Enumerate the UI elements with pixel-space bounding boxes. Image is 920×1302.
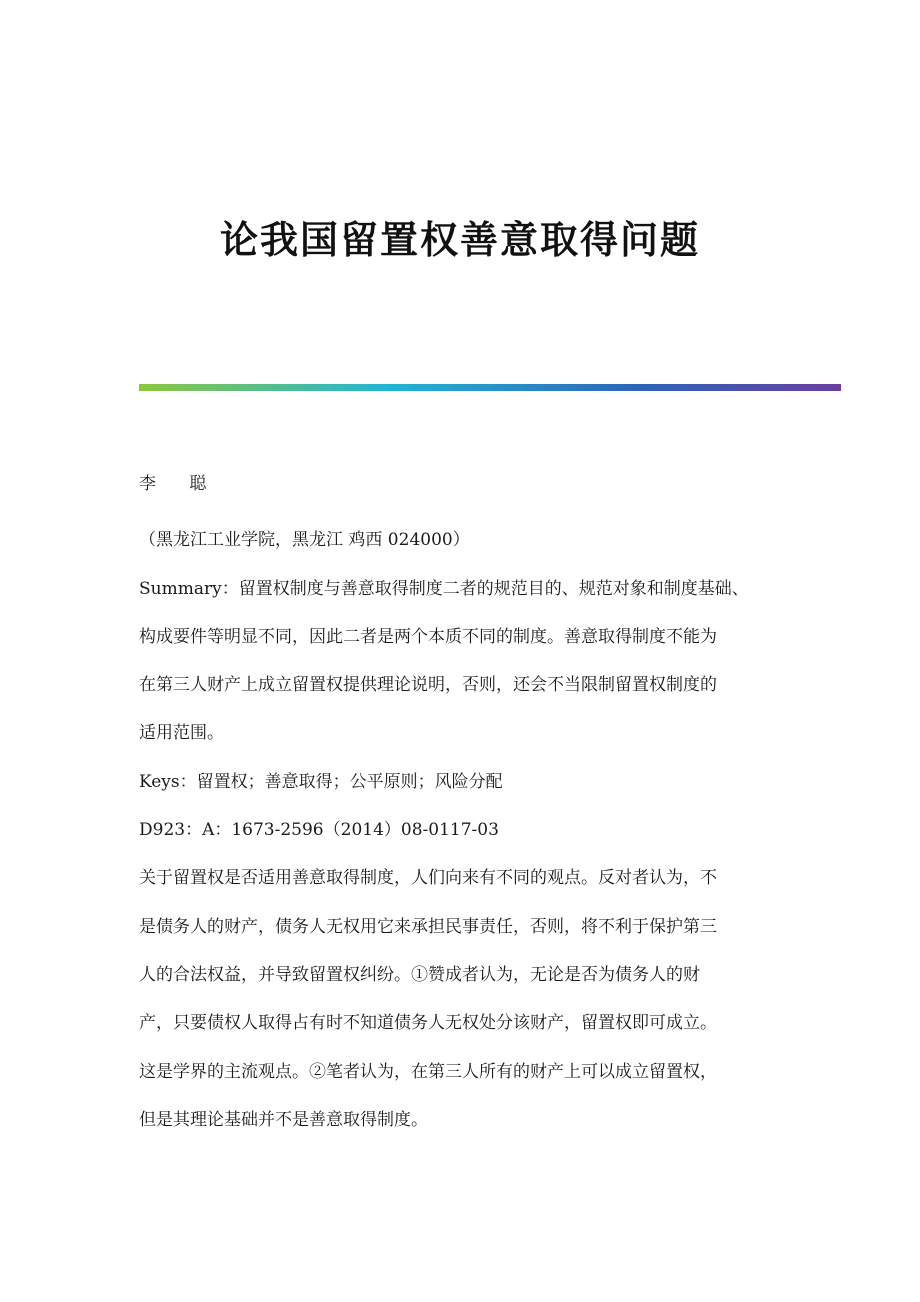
author-affiliation: （黑龙江工业学院，黑龙江 鸡西 024000） bbox=[139, 530, 470, 551]
body-line: 产，只要债权人取得占有时不知道债务人无权处分该财产，留置权即可成立。 bbox=[139, 1013, 717, 1034]
body-line: 这是学界的主流观点。②笔者认为，在第三人所有的财产上可以成立留置权， bbox=[139, 1061, 717, 1082]
keywords: Keys：留置权；善意取得；公平原则；风险分配 bbox=[139, 771, 503, 792]
summary-paragraph bbox=[139, 565, 779, 758]
summary-line: Summary：留置权制度与善意取得制度二者的规范目的、规范对象和制度基础、 bbox=[139, 578, 749, 599]
body-line: 关于留置权是否适用善意取得制度，人们向来有不同的观点。反对者认为，不 bbox=[139, 868, 717, 889]
summary-line: 构成要件等明显不同，因此二者是两个本质不同的制度。善意取得制度不能为 bbox=[139, 626, 717, 647]
summary-line: 适用范围。 bbox=[139, 723, 224, 744]
document-title: 论我国留置权善意取得问题 bbox=[219, 218, 700, 262]
body-line: 人的合法权益，并导致留置权纠纷。①赞成者认为，无论是否为债务人的财 bbox=[139, 964, 700, 985]
author-name: 李 聪 bbox=[139, 474, 221, 494]
intro-paragraph bbox=[139, 854, 779, 1144]
body-line: 但是其理论基础并不是善意取得制度。 bbox=[139, 1109, 428, 1130]
classification-code: D923：A：1673-2596（2014）08-0117-03 bbox=[139, 820, 499, 841]
summary-line: 在第三人财产上成立留置权提供理论说明，否则，还会不当限制留置权制度的 bbox=[139, 675, 717, 696]
body-line: 是债务人的财产，债务人无权用它来承担民事责任，否则，将不利于保护第三 bbox=[139, 916, 717, 937]
title-divider bbox=[139, 384, 841, 391]
article-body bbox=[139, 460, 779, 1144]
